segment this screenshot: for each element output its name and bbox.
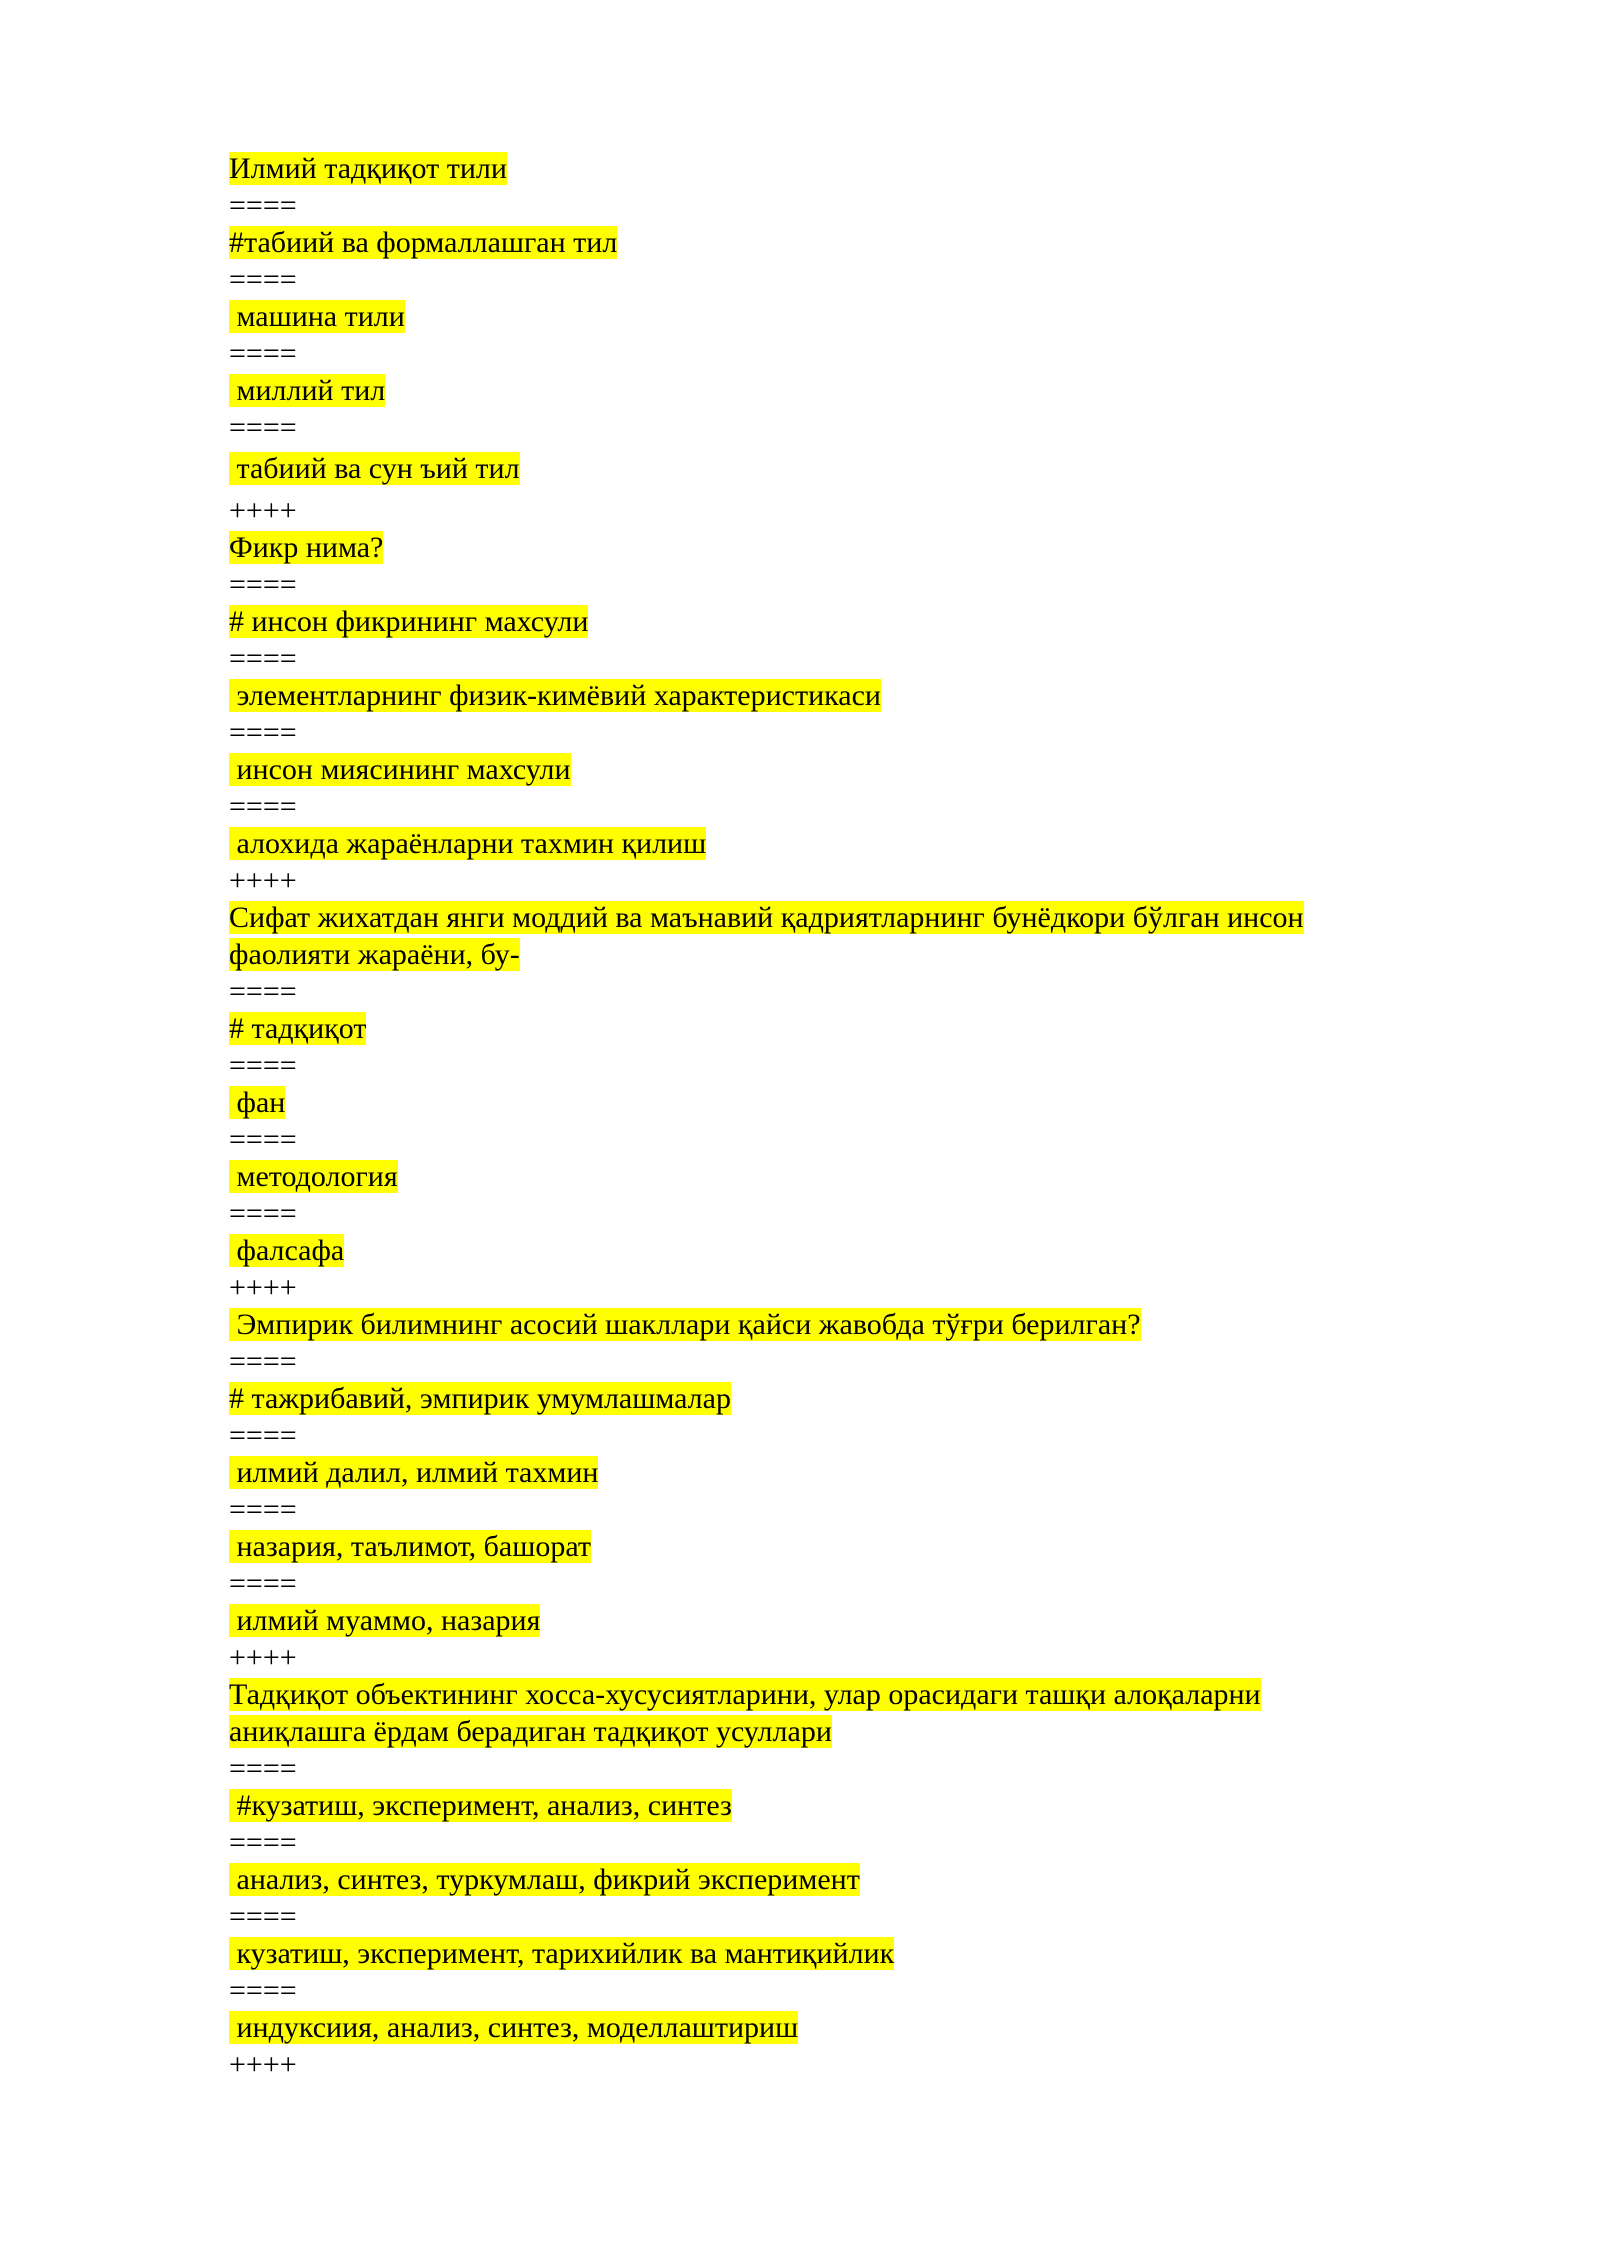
- text-line: [229, 446, 1409, 492]
- answer-separator: ====: [229, 1197, 297, 1230]
- highlighted-text: миллий тил: [229, 374, 386, 407]
- highlighted-text: фан: [229, 1086, 286, 1119]
- answer-separator: ====: [229, 1826, 297, 1859]
- text-line: [229, 1787, 1409, 1824]
- text-line: [229, 1158, 1409, 1195]
- highlighted-text: фаолияти жараёни, бу-: [229, 938, 520, 971]
- highlighted-text: фалсафа: [229, 1234, 345, 1267]
- highlighted-text: кузатиш, эксперимент, тарихийлик ва мантиқийлик: [229, 1937, 895, 1970]
- highlighted-text: Эмпирик билимнинг асосий шакллари қайси жавобда тўғри берилган?: [229, 1308, 1141, 1341]
- text-line: [229, 1010, 1409, 1047]
- question-separator: ++++: [229, 1271, 297, 1304]
- answer-separator: ====: [229, 1345, 297, 1378]
- highlighted-text: #кузатиш, эксперимент, анализ, синтез: [229, 1789, 732, 1822]
- highlighted-text: Илмий тадқиқот тили: [229, 152, 507, 185]
- text-line: [229, 1528, 1409, 1565]
- question-text-line: [229, 899, 1409, 936]
- answer-separator: ====: [229, 642, 297, 675]
- text-line: [229, 1861, 1409, 1898]
- question-separator: ++++: [229, 2048, 297, 2081]
- answer-separator: ====: [229, 790, 297, 823]
- answer-separator: ====: [229, 263, 297, 296]
- text-line: [229, 677, 1409, 714]
- highlighted-text: Сифат жихатдан янги моддий ва маънавий қадриятларнинг бунёдкори бўлган инсон: [229, 901, 1304, 934]
- answer-separator: ====: [229, 1567, 297, 1600]
- highlighted-text: машина тили: [229, 300, 405, 333]
- answer-separator: ====: [229, 1123, 297, 1156]
- answer-separator: ====: [229, 1493, 297, 1526]
- answer-separator: ====: [229, 1419, 297, 1452]
- highlighted-text: # тадқиқот: [229, 1012, 367, 1045]
- text-line: [229, 372, 1409, 409]
- answer-separator: ====: [229, 337, 297, 370]
- highlighted-text: # тажрибавий, эмпирик умумлашмалар: [229, 1382, 731, 1415]
- answer-separator: ====: [229, 411, 297, 444]
- question-separator: ++++: [229, 494, 297, 527]
- text-line: [229, 1306, 1409, 1343]
- highlighted-text: анализ, синтез, туркумлаш, фикрий эксперимент: [229, 1863, 860, 1896]
- answer-separator: ====: [229, 1752, 297, 1785]
- answer-separator: ====: [229, 975, 297, 1008]
- text-line: [229, 1380, 1409, 1417]
- highlighted-text: Фикр нима?: [229, 531, 384, 564]
- highlighted-text: илмий далил, илмий тахмин: [229, 1456, 599, 1489]
- highlighted-text: #табиий ва формаллашган тил: [229, 226, 618, 259]
- text-line: [229, 751, 1409, 788]
- question-text-line: [229, 1713, 1409, 1750]
- answer-separator: ====: [229, 716, 297, 749]
- question-separator: ++++: [229, 864, 297, 897]
- highlighted-text: Тадқиқот объектининг хосса-хусусиятларини, улар орасидаги ташқи алоқаларни: [229, 1678, 1261, 1711]
- question-separator: ++++: [229, 1641, 297, 1674]
- text-line: [229, 825, 1409, 862]
- answer-separator: ====: [229, 1900, 297, 1933]
- text-line: [229, 1084, 1409, 1121]
- text-line: [229, 1454, 1409, 1491]
- text-line: [229, 150, 1409, 187]
- text-line: [229, 1602, 1409, 1639]
- text-line: [229, 1232, 1409, 1269]
- highlighted-text: методология: [229, 1160, 398, 1193]
- document-page: [229, 150, 1409, 2083]
- text-line: [229, 298, 1409, 335]
- text-line: [229, 603, 1409, 640]
- text-line: [229, 2009, 1409, 2046]
- answer-separator: ====: [229, 189, 297, 222]
- highlighted-text: аниқлашга ёрдам берадиган тадқиқот усуллари: [229, 1715, 832, 1748]
- highlighted-text: индуксиия, анализ, синтез, моделлаштириш: [229, 2011, 799, 2044]
- text-line: [229, 224, 1409, 261]
- highlighted-text: алохида жараёнларни тахмин қилиш: [229, 827, 707, 860]
- answer-separator: ====: [229, 568, 297, 601]
- text-line: [229, 1935, 1409, 1972]
- highlighted-text: инсон миясининг махсули: [229, 753, 571, 786]
- highlighted-text: табиий ва сун ъий тил: [229, 452, 520, 485]
- text-line: [229, 529, 1409, 566]
- question-text-line: [229, 1676, 1409, 1713]
- highlighted-text: # инсон фикрининг махсули: [229, 605, 589, 638]
- answer-separator: ====: [229, 1974, 297, 2007]
- answer-separator: ====: [229, 1049, 297, 1082]
- highlighted-text: илмий муаммо, назария: [229, 1604, 541, 1637]
- highlighted-text: назария, таълимот, башорат: [229, 1530, 591, 1563]
- question-text-line: [229, 936, 1409, 973]
- highlighted-text: элементларнинг физик-кимёвий характеристикаси: [229, 679, 881, 712]
